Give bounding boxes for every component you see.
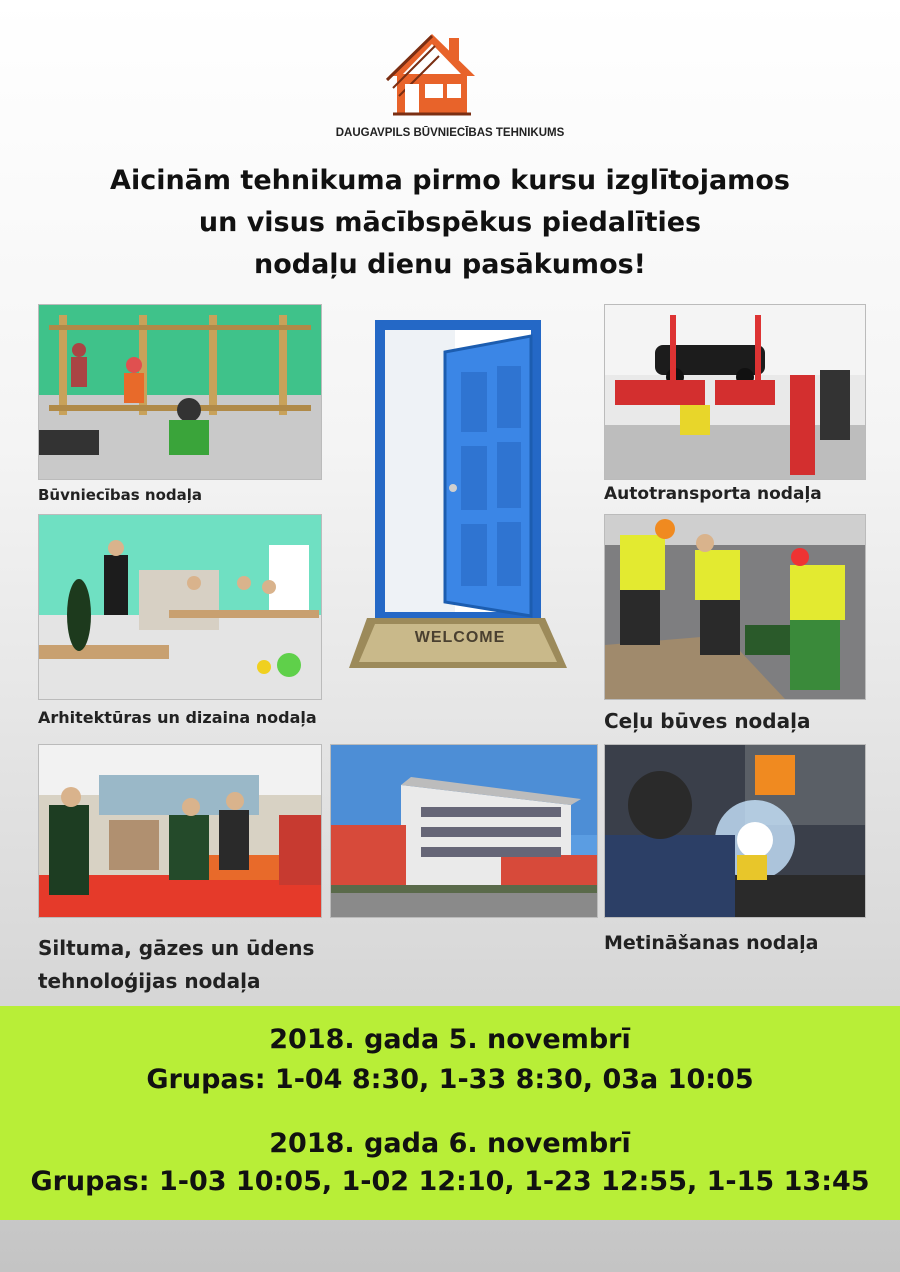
roads-photo (604, 514, 866, 700)
headline-line-2: un visus mācībspēkus piedalīties (198, 207, 702, 238)
schedule-date-2: 2018. gada 6. novembrī (269, 1128, 631, 1159)
autotransport-photo (604, 304, 866, 480)
heating-photo (38, 744, 322, 918)
caption-architecture: Arhitektūras un dizaina nodaļa (38, 708, 317, 727)
headline-line-1: Aicinām tehnikuma pirmo kursu izglītojamos (110, 165, 790, 196)
schedule-groups-1: Grupas: 1-04 8:30, 1-33 8:30, 03a 10:05 (146, 1064, 754, 1095)
welding-photo (604, 744, 866, 918)
welcome-mat-text: WELCOME (414, 629, 506, 646)
house-logo-icon (383, 30, 481, 118)
caption-autotransport: Autotransporta nodaļa (604, 484, 822, 504)
architecture-photo (38, 514, 322, 700)
caption-construction: Būvniecības nodaļa (38, 486, 203, 504)
headline-line-3: nodaļu dienu pasākumos! (253, 249, 646, 280)
page-title (0, 160, 900, 286)
caption-welding: Metināšanas nodaļa (604, 932, 819, 954)
caption-heating-line-2: tehnoloģijas nodaļa (38, 969, 261, 993)
caption-roads: Ceļu būves nodaļa (604, 709, 811, 733)
schedule-groups-2: Grupas: 1-03 10:05, 1-02 12:10, 1-23 12:55, 1-15 13:45 (30, 1166, 870, 1197)
caption-heating-line-1: Siltuma, gāzes un ūdens (38, 936, 315, 960)
schedule-date-1: 2018. gada 5. novembrī (269, 1024, 631, 1055)
schedule-band (0, 1006, 900, 1220)
welcome-door-illustration (345, 316, 575, 678)
school-name: DAUGAVPILS BŪVNIECĪBAS TEHNIKUMS (335, 127, 565, 139)
school-building-photo (330, 744, 598, 918)
caption-heating (38, 932, 314, 998)
construction-photo (38, 304, 322, 480)
